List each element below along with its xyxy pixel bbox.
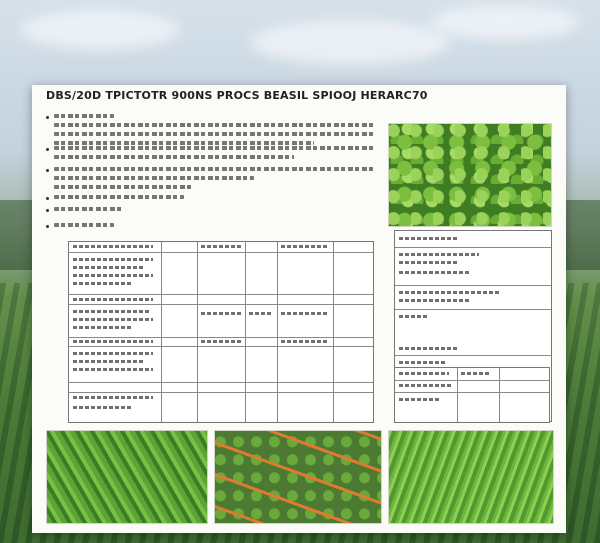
green-beans-photo: [388, 430, 554, 524]
green-peas-photo: [388, 123, 552, 227]
document-title: DBS/20D TPICTOTR 900NS PROCS BEASIL SPIOOJ HERARC70: [46, 89, 428, 102]
green-pea-pods-photo: [46, 430, 208, 524]
document-sheet: [32, 85, 566, 533]
data-table-left: [68, 241, 374, 423]
summary-table: [394, 367, 550, 423]
carrots-and-greens-photo: [214, 430, 382, 524]
